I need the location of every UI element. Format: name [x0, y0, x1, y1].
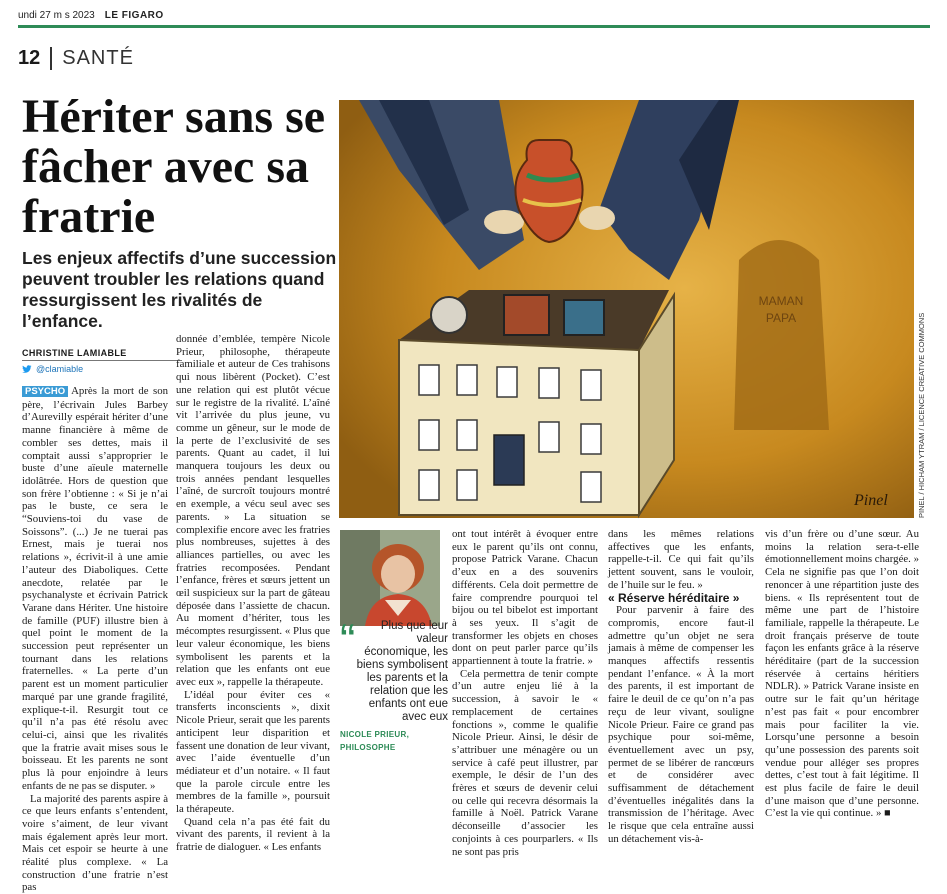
- article-column-2: [176, 333, 330, 790]
- section-name: SANTÉ: [52, 47, 134, 70]
- paragraph: La majorité des parents aspire à ce que leurs enfants s’entendent, voire s’aiment, de leur vivant mais également après leur mort. Mais cet espoir se heurte à une réalité plus complexe. « La construction d’une fratrie n’est pas: [22, 793, 168, 894]
- article-column-4: [608, 528, 754, 790]
- article-column-3: [452, 528, 598, 790]
- paragraph: L’idéal pour éviter ces « transferts inconscients », dixit Nicole Prieur, serait que les parents anticipent leur disparition et fassent une donation de leur vivant, avec l’aide éventuelle d’un médiateur et d’un notaire. « Il faut que la parole circule entre les membres de la famille », poursuit la thérapeute.: [176, 689, 330, 816]
- paragraph: Cela permettra de tenir compte d’un autre enjeu lié à la succession, à savoir le « remplacement de certaines fonctions », comme le qualifie Nicole Prieur. Ainsi, le désir de s’attribuer une ménagère ou un service à café peut illustrer, par exemple, le désir de l’un des frères et sœurs de devenir celui ou celle qui recevra désormais la famille à Noël. Patrick Varane déconseille d’associer les conjoints à ces pourparlers. « Ils ne sont pas pris: [452, 668, 598, 859]
- paragraph: Pour parvenir à faire des compromis, encore faut-il admettre qu’un objet ne sera jamais à même de compenser les manques affectifs ressentis pendant l’enfance. « À la mort des parents, il est important de faire le deuil de ce qu’on n’a pas reçu de leur vivant, souligne Nicole Prieur. Faire ce grand pas psychique pour soi-même, éventuellement avec un psy, permet de se libérer de rancœurs et de considérer avec suffisamment de détachement d’éventuelles inégalités dans la transmission de l’héritage. Avec le risque que cela entraîne aussi un détachement vis-à-: [608, 604, 754, 845]
- house-door: [494, 435, 524, 485]
- article-headline: Hériter sans se fâcher avec sa fratrie: [22, 92, 342, 242]
- section-tag: PSYCHO: [22, 386, 68, 397]
- article-column-1: [22, 385, 168, 790]
- byline: [22, 348, 182, 374]
- quote-text: Plus que leur valeur économique, les biens symbolisent les parents et la relation que les enfants ont eue avec eux: [340, 620, 448, 724]
- paragraph: dans les mêmes relations affectives que les enfants, rappelle-t-il. Ce qui fait qu’ils jettent souvent, sans le vouloir, de l’huile sur le feu. »: [608, 528, 754, 592]
- inheritance-illustration: [339, 100, 914, 518]
- paragraph: Quand cela n’a pas été fait du vivant des parents, il revient à la fratrie de dialoguer. « Les enfants: [176, 816, 330, 854]
- svg-text:PAPA: PAPA: [766, 311, 796, 325]
- quote-author: NICOLE PRIEUR, PHILOSOPHE: [340, 728, 448, 754]
- page-number: 12: [18, 47, 52, 70]
- quote-mark-icon: “: [340, 620, 355, 660]
- image-credit: PINEL / HICHAM YTRAM / LICENCE CREATIVE COMMONS: [917, 100, 933, 518]
- tombstone-text: MAMAN: [759, 294, 804, 308]
- pull-quote: [340, 620, 448, 754]
- twitter-icon: [22, 365, 32, 374]
- subheading: « Réserve héréditaire »: [608, 592, 754, 605]
- section-rubric: [18, 40, 134, 76]
- paragraph: PSYCHO Après la mort de son père, l’écrivain Jules Barbey d’Aurevilly espérait hériter d’une manne financière à même de combler ses dettes, mais il comptait aussi s’approprier le buste d’une aïeule maternelle idolâtrée. Hors de question que son frère l’obtienne : « Si je n’ai pas le buste, ce sera le “Souviens-toi du vase de Soissons”. (...) Je ne tuerai pas Ernest, mais je tuerai nos relations », écrivit-il à une amie l’auteur des Diaboliques. Cette anecdote, relatée par le psychanalyste et écrivain Patrick Varane dans Hériter. Une histoire de famille (PUF) illustre bien à quel point le moment de la succession peut représenter un tournant dans les relations fraternelles. « La perte d’un parent est un moment particulier marqué par une grande fragilité, explique-t-il. Resurgit tout ce qu’il n’a pas été résolu avec celui-ci, ainsi que les rivalités que la fratrie avait mises sous le boisseau. Et les parents ne sont plus là pour enjoindre à leurs enfants de ne pas se disputer. »: [22, 385, 168, 793]
- newspaper-name: LE FIGARO: [105, 10, 164, 21]
- twitter-handle: @clamiable: [36, 364, 83, 374]
- paragraph: ont tout intérêt à évoquer entre eux le parent qu’ils ont connu, propose Patrick Varane. Chacun d’eux en a des souvenirs différents. Cela doit permettre de faire comprendre pourquoi tel bijou ou tel bibelot est important à ses yeux. Il s’agit de transformer les objets en choses dont on peut parler parce qu’ils appartiennent à toute la fratrie. »: [452, 528, 598, 668]
- author-name: CHRISTINE LAMIABLE: [22, 348, 182, 361]
- article-illustration: [339, 100, 914, 518]
- portrait-photo: [340, 530, 440, 626]
- left-hand: [484, 210, 524, 234]
- paragraph: vis d’un frère ou d’une sœur. Au moins la relation sera-t-elle émotionnellement moins chargée. » Cela ne signifie pas que l’on doit renoncer à une répartition juste des biens. « Ils représentent tout de même une part de l’histoire familiale, rappelle la thérapeute. Le droit français préserve de toute façon les enfants grâce à la réserve héréditaire (part de la succession réservée à certains héritiers NDLR). » Patrick Varane insiste en outre sur le fait qu’un héritage n’est pas fait « pour encombrer mais pour faciliter la vie. Lorsqu’une personne a besoin qu’une possession des parents soit vendue pour alléger ses propres dettes, c’est tout à fait légitime. Il est plus facile de faire le deuil d’une maison que d’une personne. C’est la vie qui continue. » ■: [765, 528, 919, 820]
- author-twitter[interactable]: [22, 364, 182, 374]
- issue-date: undi 27 m s 2023: [18, 10, 95, 21]
- paragraph: donnée d’emblée, tempère Nicole Prieur, philosophe, thérapeute familiale et auteur de Ces trahisons qui nous libèrent (Pocket). C’est une relation qui est plutôt vécue sur le registre de la rivalité. L’aîné vit l’arrivée du plus jeune, vu comme un gêneur, sur le mode de la perte de l’exclusivité de ses parents. Quant au cadet, il lui manquera toujours les deux ou trois années pendant lesquelles l’aîné, de surcroît toujours montré en exemple, a vécu seul avec ses parents. » La situation se complexifie encore avec les fratries plus nombreuses, sujettes à des alliances partielles, ou avec les fratries recomposées. Pendant l’enfance, frères et sœurs jettent un œil suspicieux sur la part de gâteau déposée dans l’assiette de chacun. Au moment d’hériter, tous les mécomptes resurgissent. « Plus que leur valeur économique, les biens symbolisent les parents et la relation que les enfants ont eue avec eux », rappelle la thérapeute.: [176, 333, 330, 689]
- portrait-nicole-prieur: [340, 530, 440, 626]
- article-column-5: [765, 528, 919, 790]
- tombstone-shadow: [734, 240, 829, 430]
- artist-signature: Pinel: [853, 492, 888, 509]
- article-standfirst: Les enjeux affectifs d’une succession peuvent troubler les relations quand ressurgissent les rivalités de l’enfance.: [22, 248, 340, 332]
- page-header-bar: [18, 6, 930, 28]
- right-hand: [579, 206, 615, 230]
